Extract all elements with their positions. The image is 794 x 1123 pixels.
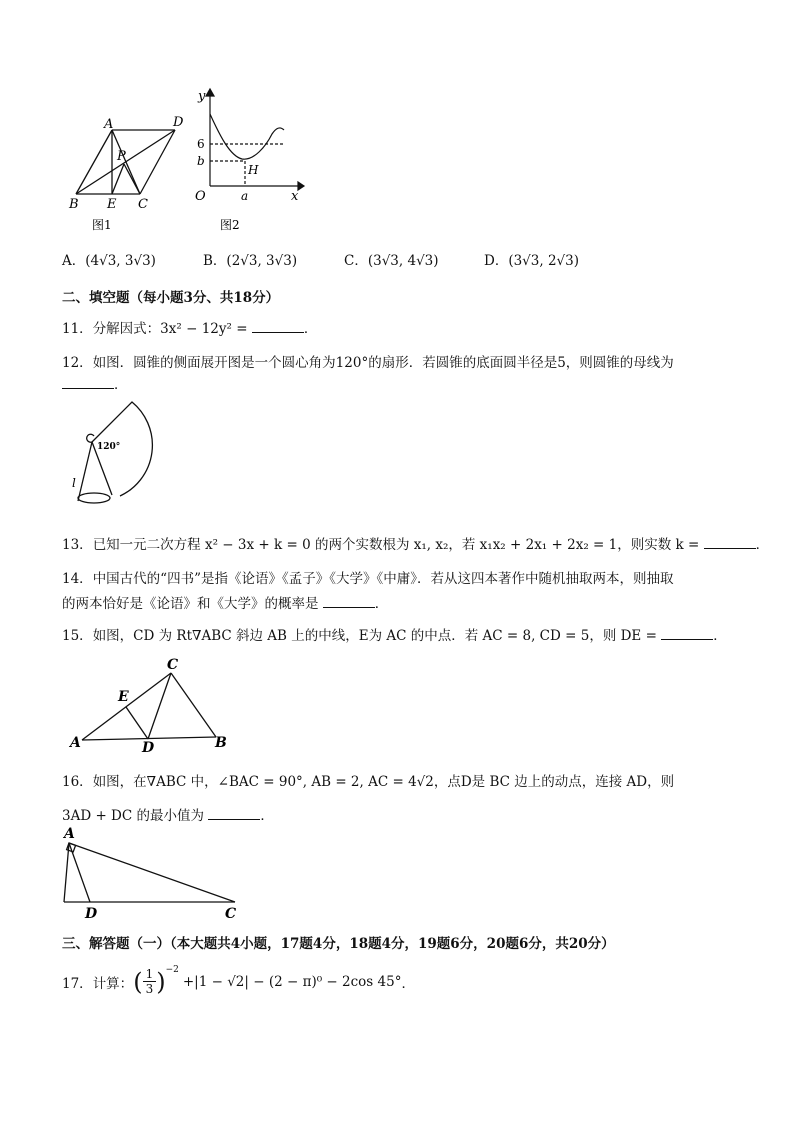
question-14-line-1 — [62, 567, 674, 587]
option-letter: B． — [203, 253, 227, 269]
question-text: 3AD + DC 的最小值为 — [62, 808, 205, 824]
question-text: 如图，在∇ABC 中，∠BAC = 90°, AB = 2, AC = 4√2，点D是 BC 边上的动点，连接 AD，则 — [92, 774, 675, 790]
segment-ep — [112, 164, 124, 194]
figure-1-caption: 图1 — [92, 218, 112, 232]
option-letter: D． — [484, 253, 509, 269]
option-c — [344, 249, 439, 269]
question-text: 分解因式：3x² − 12y² = — [92, 321, 248, 337]
question-15 — [62, 624, 727, 644]
point-p-label: P — [117, 149, 126, 164]
segment-de — [126, 707, 148, 739]
point-d-label: D — [85, 906, 98, 922]
segment-pc — [124, 164, 140, 194]
point-b-label: B — [215, 735, 227, 751]
left-paren: ( — [133, 967, 143, 996]
question-text: 如图，CD 为 Rt∇ABC 斜边 AB 上的中线，E为 AC 的中点．若 AC = 8, CD = 5，则 DE = — [92, 628, 657, 644]
fraction-numerator: 1 — [145, 967, 154, 981]
y-label: y — [198, 89, 206, 104]
question-13 — [62, 533, 769, 553]
triangle-16-figure — [60, 825, 245, 923]
x-axis-arrow — [298, 182, 304, 190]
point-d-label: D — [142, 740, 155, 755]
option-a — [62, 249, 156, 269]
option-d — [484, 249, 579, 269]
figure-2-caption: 图2 — [220, 218, 240, 232]
option-value: (3√3, 2√3) — [508, 253, 580, 269]
answer-blank[interactable] — [323, 595, 375, 608]
tick-6-label: 6 — [197, 137, 205, 151]
question-16-line-1 — [62, 770, 674, 790]
option-value: (3√3, 4√3) — [367, 253, 439, 269]
side-ab — [64, 843, 69, 902]
option-letter: C． — [344, 253, 368, 269]
side-ac — [82, 673, 171, 740]
point-e-label: E — [118, 689, 129, 705]
question-14-line-2 — [62, 592, 388, 612]
x-label: x — [291, 189, 299, 204]
question-end: ． — [374, 596, 389, 612]
question-12-line-1 — [62, 351, 674, 371]
edge-cd — [140, 130, 175, 194]
tick-a-label: a — [241, 189, 249, 203]
question-number: 15． — [62, 628, 93, 644]
question-12-line-2 — [62, 373, 128, 393]
cone-figure — [70, 398, 170, 513]
point-c-label: C — [167, 657, 179, 673]
question-text: 的两本恰好是《论语》和《大学》的概率是 — [62, 596, 319, 612]
option-value: (4√3, 3√3) — [85, 253, 156, 269]
question-17 — [62, 967, 415, 996]
answer-blank[interactable] — [62, 376, 114, 389]
point-c-label: C — [138, 197, 148, 212]
point-a-label: A — [104, 117, 114, 132]
question-end: ． — [755, 537, 770, 553]
question-16-line-2 — [62, 804, 274, 824]
slant-label: l — [72, 476, 76, 490]
expression-rest: +|1 − √2| − (2 − π)⁰ − 2cos 45° — [182, 973, 402, 990]
cone-base — [78, 493, 110, 503]
answer-blank[interactable] — [252, 320, 304, 333]
side-bc — [171, 673, 216, 737]
function-curve — [210, 114, 284, 159]
question-end: ． — [114, 377, 128, 393]
fraction-denominator: 3 — [143, 981, 157, 996]
section-3-title: 三、解答题（一）（本大题共4小题，17题4分，18题4分，19题6分，20题6分，共20分） — [62, 936, 615, 952]
median-cd — [148, 673, 171, 739]
tick-b-label: b — [197, 154, 205, 168]
cone-slant-left — [78, 442, 92, 501]
triangle-15-figure — [66, 655, 236, 755]
side-ac — [69, 843, 235, 902]
question-end: ． — [401, 975, 415, 992]
question-prefix: 计算： — [92, 975, 134, 992]
question-11 — [62, 317, 317, 337]
answer-blank[interactable] — [661, 627, 713, 640]
point-d-label: D — [173, 115, 184, 130]
figure-2 — [188, 86, 308, 236]
question-number: 11． — [62, 321, 93, 337]
question-number: 14． — [62, 571, 93, 587]
answer-blank[interactable] — [208, 807, 260, 820]
angle-label: 120° — [97, 442, 121, 452]
point-a-label: A — [70, 735, 81, 751]
exponent: −2 — [165, 965, 179, 975]
point-c-label: C — [225, 906, 237, 922]
figure-1 — [60, 110, 200, 235]
right-paren: ) — [156, 967, 166, 996]
option-letter: A． — [62, 253, 86, 269]
question-end: ． — [713, 628, 727, 644]
question-text: 中国古代的“四书”是指《论语》《孟子》《大学》《中庸》．若从这四本著作中随机抽取两本，则抽取 — [92, 571, 674, 587]
question-text: 如图．圆锥的侧面展开图是一个圆心角为120°的扇形．若圆锥的底面圆半径是5，则圆锥的母线为 — [92, 355, 674, 371]
section-2-title: 二、填空题（每小题3分、共18分） — [62, 290, 280, 306]
y-axis-arrow — [206, 89, 214, 96]
point-b-label: B — [69, 197, 79, 212]
point-e-label: E — [107, 197, 117, 212]
question-number: 12． — [62, 355, 93, 371]
question-text: 已知一元二次方程 x² − 3x + k = 0 的两个实数根为 x₁, x₂，若 x₁x₂ + 2x₁ + 2x₂ = 1，则实数 k = — [92, 537, 700, 553]
edge-ab — [76, 130, 112, 194]
option-b — [203, 249, 297, 269]
answer-blank[interactable] — [704, 536, 756, 549]
question-number: 17． — [62, 975, 93, 992]
option-value: (2√3, 3√3) — [226, 253, 298, 269]
origin-label: O — [195, 189, 206, 204]
question-end: ． — [303, 321, 318, 337]
point-h-label: H — [248, 163, 259, 177]
question-number: 13． — [62, 537, 93, 553]
fraction — [143, 967, 157, 996]
point-a-label: A — [64, 826, 75, 842]
question-end: ． — [260, 808, 274, 824]
question-number: 16． — [62, 774, 93, 790]
